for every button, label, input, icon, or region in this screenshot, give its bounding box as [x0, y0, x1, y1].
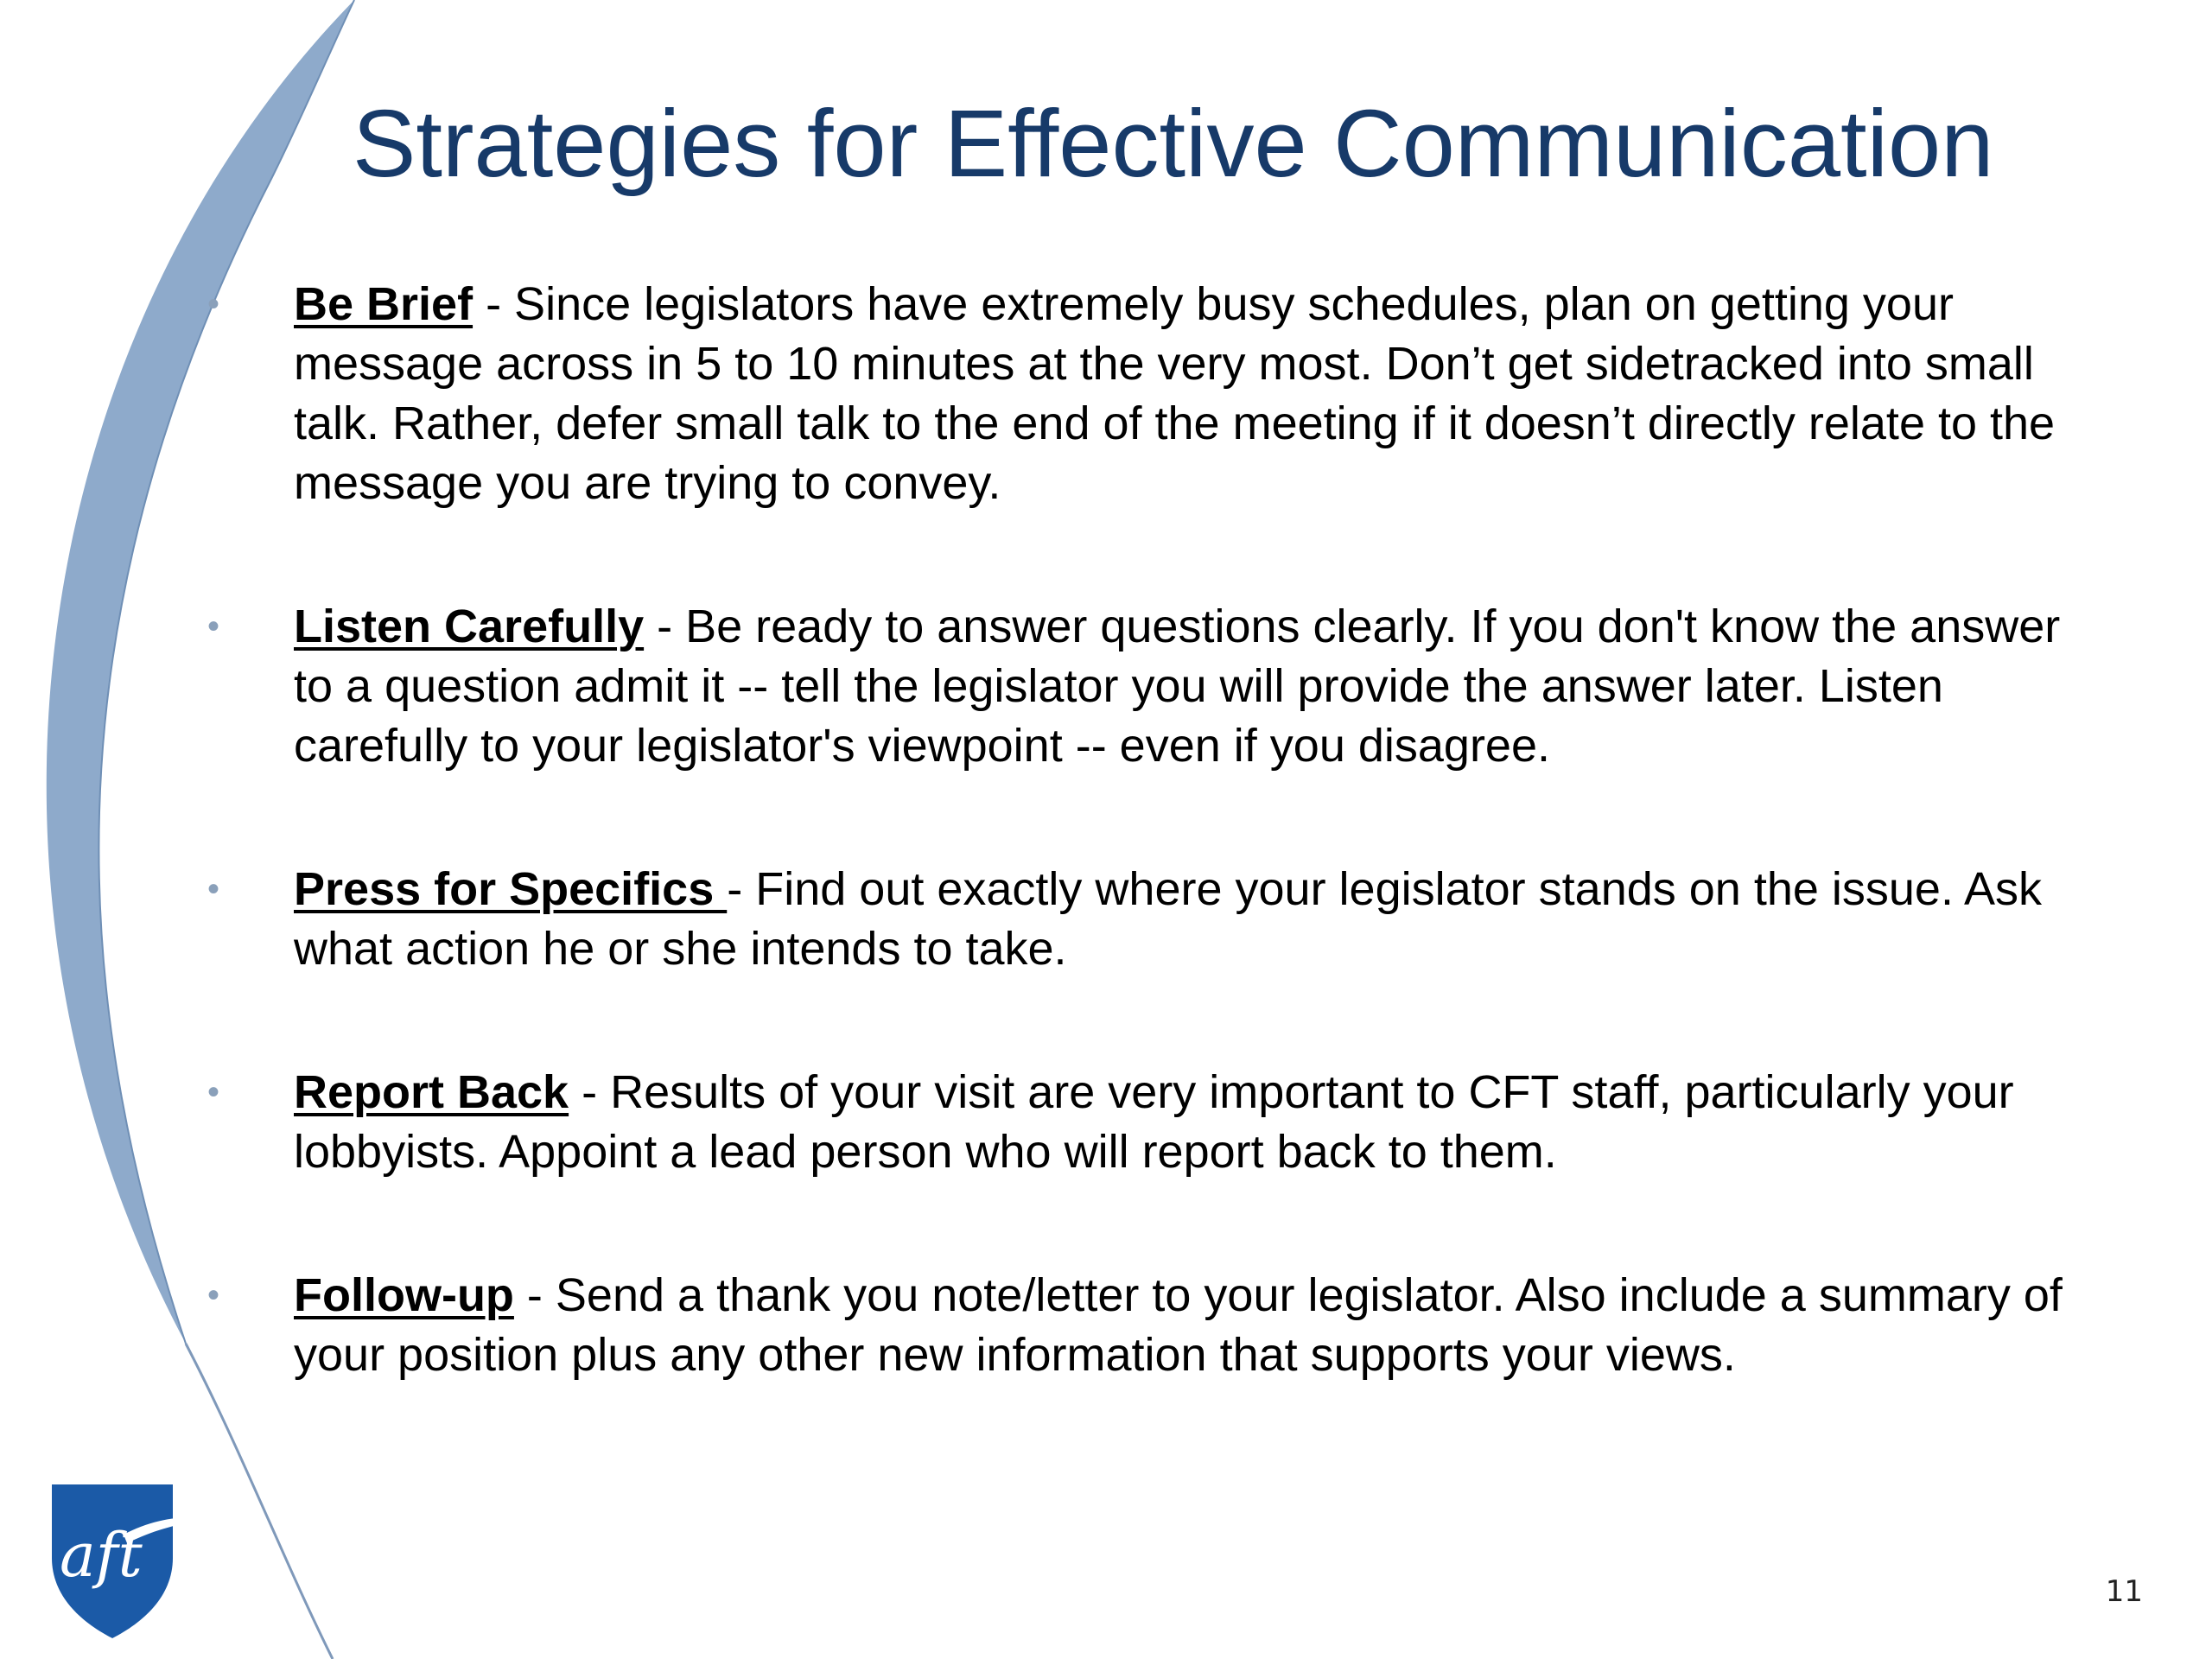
bullet-body: - Results of your visit are very important to CFT staff, particularly your lobbyists. Appoint a lead person who will report back to them.	[294, 1066, 2014, 1178]
bullet-heading: Be Brief	[294, 278, 474, 330]
bullet-body: - Since legislators have extremely busy schedules, plan on getting your message across in 5 to 10 minutes at the very most. Don’t get sidetracked into small talk. Rather, defer small talk to the end of the meeting if it doesn’t directly relate to the message you are trying to convey.	[294, 278, 2056, 509]
bullet-marker: •	[207, 607, 220, 645]
aft-shield-logo-icon	[48, 1467, 220, 1640]
bullet-heading: Listen Carefully	[294, 601, 645, 652]
bullet-text	[294, 1063, 2091, 1182]
bullet-text	[294, 1266, 2091, 1385]
bullet-marker: •	[207, 1073, 220, 1111]
bullet-text	[294, 275, 2091, 513]
bullet-marker: •	[207, 870, 220, 908]
page-number: 11	[2105, 1574, 2143, 1609]
bullet-item-listen-carefully	[0, 597, 2212, 776]
bullet-body: - Send a thank you note/letter to your legislator. Also include a summary of your position plus any other new information that supports your views.	[294, 1269, 2063, 1381]
bullet-body: - Be ready to answer questions clearly. If you don't know the answer to a question admit it -- tell the legislator you will provide the answer later. Listen carefully to your legislator's viewpoint -- even if you disagree.	[294, 601, 2061, 772]
bullet-item-report-back	[0, 1063, 2212, 1182]
bullet-item-be-brief	[0, 275, 2212, 513]
logo-text: aft	[60, 1520, 143, 1591]
slide-title: Strategies for Effective Communication	[353, 91, 1994, 197]
bullet-text	[294, 860, 2091, 979]
bullet-marker: •	[207, 285, 220, 323]
bullet-list	[0, 275, 2212, 1469]
bullet-marker: •	[207, 1276, 220, 1314]
bullet-heading: Follow-up	[294, 1269, 514, 1321]
bullet-item-press-for-specifics	[0, 860, 2212, 979]
bullet-item-follow-up	[0, 1266, 2212, 1385]
bullet-text	[294, 597, 2091, 776]
bullet-heading: Report Back	[294, 1066, 569, 1118]
bullet-heading: Press for Specifics	[294, 863, 728, 915]
bullet-body: - Find out exactly where your legislator stands on the issue. Ask what action he or she intends to take.	[294, 863, 2043, 975]
